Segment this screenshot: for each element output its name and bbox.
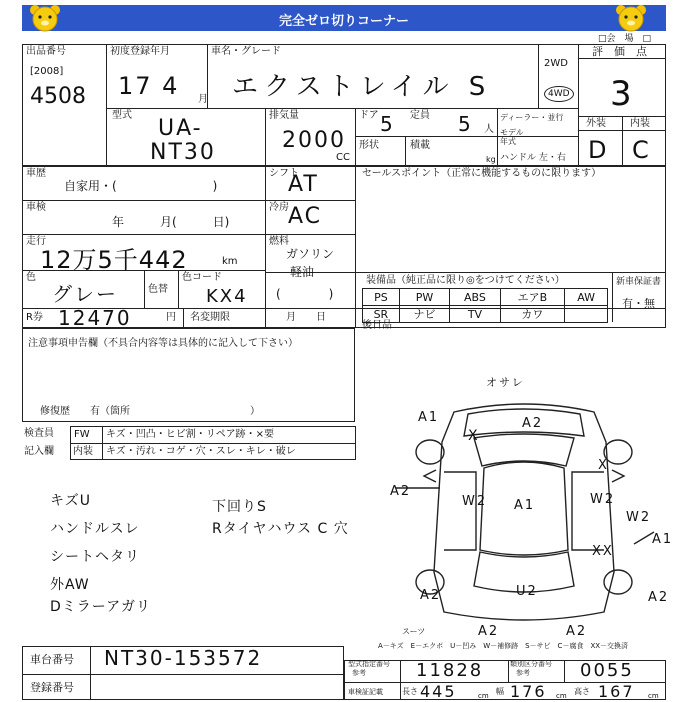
displacement-label: 排気量 xyxy=(269,110,299,121)
remark-right-2: Rタイヤハウス C 穴 xyxy=(212,521,349,537)
displacement-value: 2000 xyxy=(282,128,346,153)
remark-left-3: シートヘタリ xyxy=(50,549,140,565)
dims-label: 車検証記載 xyxy=(348,688,383,696)
mark-a1-right-rear: A1 xyxy=(652,532,674,547)
mark-w2-right: W2 xyxy=(626,510,652,525)
shape-label: 形状 xyxy=(359,140,379,151)
car-name: エクストレイル S xyxy=(232,72,492,102)
height-unit: cm xyxy=(648,692,659,700)
category-label: 車歴 xyxy=(26,168,46,179)
bear-mascot-icon xyxy=(614,3,648,33)
color-label: 色 xyxy=(26,272,36,283)
mark-a2-rear-right: A2 xyxy=(566,624,588,639)
reg-num-label: 登録番号 xyxy=(30,681,74,694)
inspection-label: 車検 xyxy=(26,202,46,213)
first-reg-value: 17 4 xyxy=(118,72,180,100)
fuel-other: ( ) xyxy=(276,287,334,301)
class-num-value: 0055 xyxy=(580,660,634,681)
repair-history: 修復歴 有（箇所 ） xyxy=(40,406,260,417)
interior-row-text: キズ・汚れ・コゲ・穴・スレ・キレ・破レ xyxy=(106,446,296,457)
mark-osare: オサレ xyxy=(486,376,525,389)
warranty-value: 有・無 xyxy=(622,297,655,310)
exterior-grade: D xyxy=(588,136,609,164)
dealer-label: ディーラー・並行 xyxy=(500,113,564,122)
notes-label: 注意事項申告欄（不具合内容等は具体的に記入して下さい） xyxy=(28,338,298,349)
name-expiry-value: 月 日 xyxy=(286,312,326,323)
mark-x-right: X xyxy=(598,458,609,473)
header-banner xyxy=(22,5,666,31)
equipment-pw: PW xyxy=(399,289,450,306)
length-label: 長さ xyxy=(402,687,418,696)
remark-left-1: キズU xyxy=(50,493,91,509)
model-value-1: UA- xyxy=(158,116,203,141)
recycle-value: 12470 xyxy=(58,306,132,330)
shift-label: シフト xyxy=(269,168,299,179)
remark-left-2: ハンドルスレ xyxy=(50,521,140,537)
mark-suso: スーツ xyxy=(402,627,426,636)
rear-seat-label: 後日品 xyxy=(362,320,392,331)
venue-label: □会 場 □ xyxy=(598,34,652,44)
lot-label: 出品番号 xyxy=(26,46,66,57)
evaluation-label: 評 価 点 xyxy=(592,45,647,58)
capacity-value: 5 xyxy=(458,112,473,136)
equipment-ps: PS xyxy=(363,289,400,306)
damage-legend: A－キズ E－エクボ U－凹み W－補修跡 S－サビ C－腐食 XX－交換済 xyxy=(378,642,629,650)
inspection-value: 年 月( 日) xyxy=(112,215,230,229)
interior-label: 内装 xyxy=(630,118,650,129)
ac-label: 冷房 xyxy=(269,202,289,213)
fw-label: FW xyxy=(74,429,90,440)
mark-xx-right: XX xyxy=(592,544,614,559)
width-unit: cm xyxy=(556,692,567,700)
fuel-label: 燃料 xyxy=(269,236,289,247)
equipment-label: 装備品（純正品に限り◎をつけてください） xyxy=(366,275,565,286)
equipment-sr: SR xyxy=(363,306,400,323)
capacity-label: 定員 xyxy=(410,110,430,121)
mark-w2-right-door: W2 xyxy=(590,492,616,507)
category-value: 自家用・( ) xyxy=(64,179,218,193)
lot-year: [2008] xyxy=(30,66,64,77)
recycle-unit: 円 xyxy=(166,312,176,323)
class-num-label: 類別区分番号 xyxy=(510,660,552,668)
remark-right-1: 下回りS xyxy=(212,499,267,515)
load-unit: kg xyxy=(486,155,496,164)
color-change-label: 色替 xyxy=(148,284,168,295)
chassis-label: 車台番号 xyxy=(30,653,74,666)
equipment-abs: ABS xyxy=(450,289,500,306)
fw-text: キズ・凹凸・ヒビ割・リペア跡・×要 xyxy=(106,429,274,440)
ac-value: AC xyxy=(288,204,323,229)
car-label: 車名・グレード xyxy=(211,46,281,57)
mileage-label: 走行 xyxy=(26,236,46,247)
mark-a2-rear-left: A2 xyxy=(420,588,442,603)
width-label: 幅 xyxy=(496,687,504,696)
warranty-label: 新車保証書 xyxy=(616,277,662,287)
height-value: 167 xyxy=(598,682,635,701)
color-value: グレー xyxy=(52,282,118,306)
fuel-gasoline: ガソリン xyxy=(286,247,335,261)
bear-mascot-icon xyxy=(28,3,62,33)
class-num-sub: 参考 xyxy=(516,669,530,677)
mark-a2-left: A2 xyxy=(390,484,412,499)
inspector-label-1: 検査員 xyxy=(24,428,54,439)
mark-a2-right-corner: A2 xyxy=(648,590,670,605)
equipment-tv: TV xyxy=(450,306,500,323)
length-value: 445 xyxy=(420,682,457,701)
sales-point-label: セールスポイント（正常に機能するものに限ります） xyxy=(362,168,602,179)
model-value-2: NT30 xyxy=(150,140,216,165)
mileage-value: 12万5千442 xyxy=(40,246,188,274)
model-year-label-2: 年式 xyxy=(500,137,516,146)
equipment-navi: ナビ xyxy=(399,306,450,323)
equipment-table xyxy=(362,288,608,323)
model-year-label-1: モデル xyxy=(500,128,524,137)
type-num-label: 型式指定番号 xyxy=(348,660,390,668)
fourwd-circled: 4WD xyxy=(544,86,574,102)
mark-a1-roof: A1 xyxy=(514,498,536,513)
model-label: 型式 xyxy=(112,110,132,121)
name-expiry-label: 名変期限 xyxy=(190,312,230,323)
mark-a2-rear: A2 xyxy=(478,624,500,639)
chassis-value: NT30-153572 xyxy=(104,646,263,670)
height-label: 高さ xyxy=(574,687,590,696)
mark-u2-rear: U2 xyxy=(516,584,538,599)
type-num-sub: 参考 xyxy=(352,669,366,677)
load-label: 積載 xyxy=(410,140,430,151)
inspector-label-2: 記入欄 xyxy=(24,446,54,457)
displacement-unit: CC xyxy=(336,152,350,163)
interior-row-label: 内装 xyxy=(73,446,93,457)
color-code-value: KX4 xyxy=(206,286,248,307)
width-value: 176 xyxy=(510,682,547,701)
interior-grade: C xyxy=(632,136,651,164)
handle-label: ハンドル 左・右 xyxy=(500,153,566,163)
shift-value: AT xyxy=(288,172,319,197)
banner-title: 完全ゼロ切りコーナー xyxy=(278,14,409,29)
equipment-aw: AW xyxy=(565,289,608,306)
mark-a1-front-left: A1 xyxy=(418,410,440,425)
lot-number: 4508 xyxy=(30,84,86,109)
remark-left-4: 外AW xyxy=(50,577,90,593)
twowd-label: 2WD xyxy=(544,58,568,69)
exterior-label: 外装 xyxy=(586,118,606,129)
fuel-diesel: 軽油 xyxy=(290,265,315,279)
mark-w2-left-door: W2 xyxy=(462,494,488,509)
first-reg-unit: 月 xyxy=(198,94,208,105)
doors-value: 5 xyxy=(380,112,395,136)
equipment-airbag: エアB xyxy=(500,289,565,306)
recycle-label: R券 xyxy=(26,312,43,323)
length-unit: cm xyxy=(478,692,489,700)
remark-left-5: Dミラーアガリ xyxy=(50,599,151,615)
equipment-leather: カワ xyxy=(500,306,565,323)
mileage-unit: km xyxy=(222,256,238,267)
evaluation-score: 3 xyxy=(610,74,634,114)
color-code-label: 色コード xyxy=(182,272,222,283)
first-reg-label: 初度登録年月 xyxy=(110,46,170,57)
capacity-unit: 人 xyxy=(484,124,494,135)
mark-x-front: X xyxy=(468,428,480,444)
doors-label: ドア xyxy=(359,110,379,121)
mark-a2-hood: A2 xyxy=(522,416,544,431)
type-num-value: 11828 xyxy=(416,660,484,681)
